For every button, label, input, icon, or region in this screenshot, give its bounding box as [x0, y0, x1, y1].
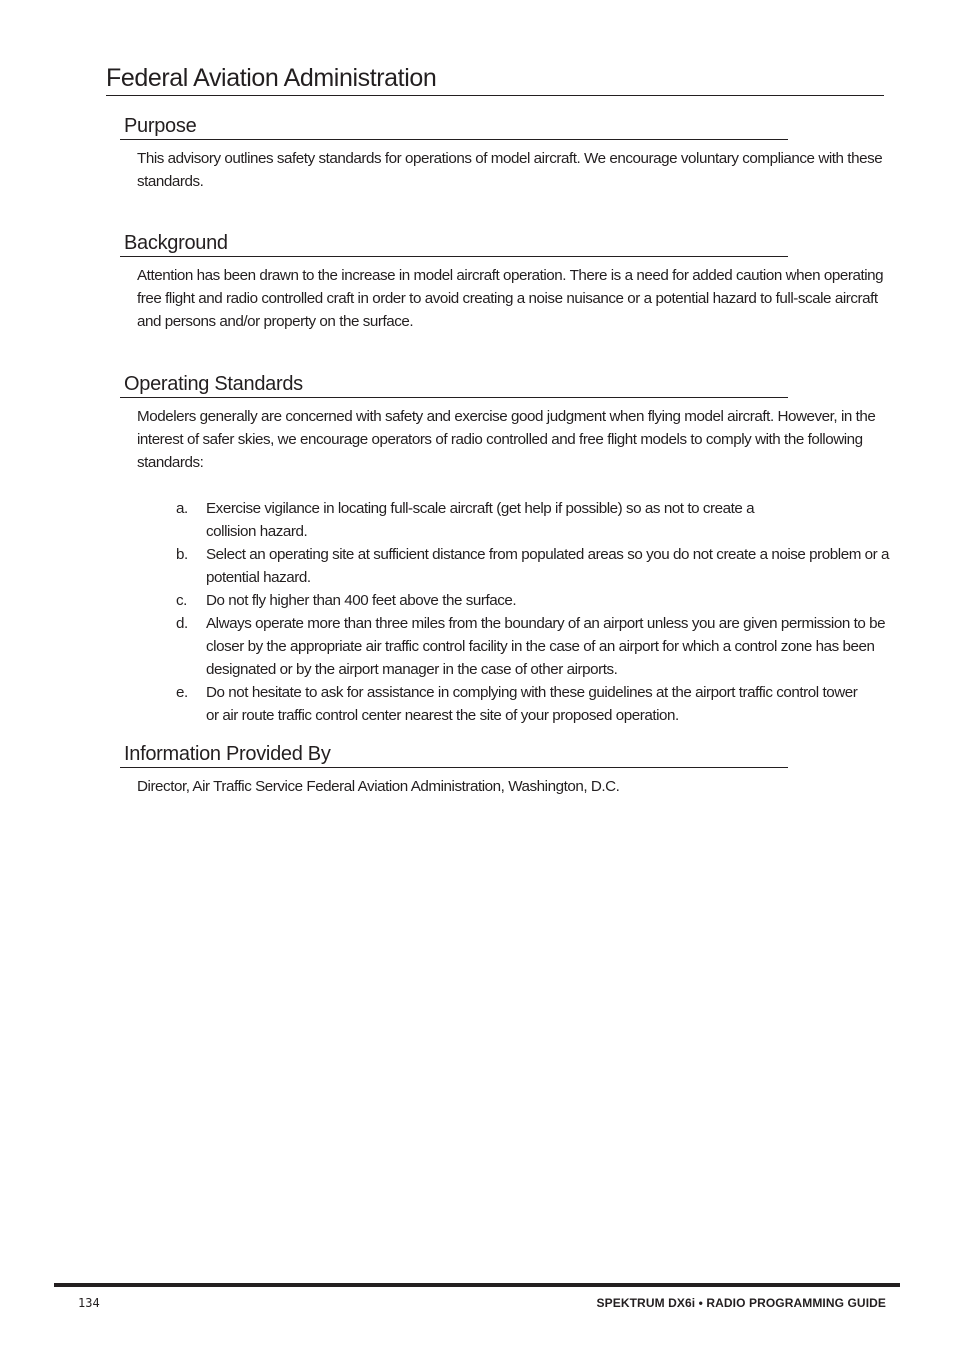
list-item-marker: d. [176, 615, 188, 632]
footer-title: SPEKTRUM DX6i • RADIO PROGRAMMING GUIDE [596, 1296, 886, 1310]
list-item [176, 543, 892, 589]
list-item-text: Do not hesitate to ask for assistance in complying with these guidelines at the airport traffic control tower or air route traffic control center nearest the site of your proposed operation. [206, 684, 858, 724]
list-item-text: Exercise vigilance in locating full-scale aircraft (get help if possible) so as not to create a collision hazard. [206, 500, 755, 540]
page-number: 134 [78, 1296, 100, 1310]
background-heading: Background [120, 230, 788, 257]
list-item [176, 681, 892, 727]
list-item-marker: a. [176, 500, 188, 517]
background-paragraph: Attention has been drawn to the increase in model aircraft operation. There is a need for added caution when operating free flight and radio controlled craft in order to avoid creating a noise nuisance or a potential hazard to full-scale aircraft and persons and/or property on the surface. [137, 267, 884, 330]
list-item [176, 589, 892, 612]
information-paragraph: Director, Air Traffic Service Federal Aviation Administration, Washington, D.C. [137, 778, 620, 795]
page-title: Federal Aviation Administration [106, 62, 884, 96]
list-item-text: Always operate more than three miles from the boundary of an airport unless you are given permission to be closer by the appropriate air traffic control facility in the case of an airport for which a control zone has been designated or by the airport manager in the case of other airports. [206, 615, 886, 678]
purpose-heading: Purpose [120, 113, 788, 140]
purpose-paragraph: This advisory outlines safety standards for operations of model aircraft. We encourage voluntary compliance with these standards. [137, 150, 883, 190]
list-item-text: Select an operating site at sufficient distance from populated areas so you do not create a noise problem or a potential hazard. [206, 546, 890, 586]
list-item-marker: c. [176, 592, 187, 609]
operating-standards-list [176, 497, 892, 727]
footer-rule [54, 1283, 900, 1287]
list-item-marker: e. [176, 684, 188, 701]
list-item [176, 612, 892, 681]
list-item [176, 497, 892, 543]
operating-standards-paragraph: Modelers generally are concerned with safety and exercise good judgment when flying model aircraft. However, in the interest of safer skies, we encourage operators of radio controlled and free flight models to comply with the following standards: [137, 408, 876, 471]
list-item-marker: b. [176, 546, 188, 563]
operating-standards-heading: Operating Standards [120, 371, 788, 398]
list-item-text: Do not fly higher than 400 feet above the surface. [206, 592, 517, 609]
information-heading: Information Provided By [120, 741, 788, 768]
